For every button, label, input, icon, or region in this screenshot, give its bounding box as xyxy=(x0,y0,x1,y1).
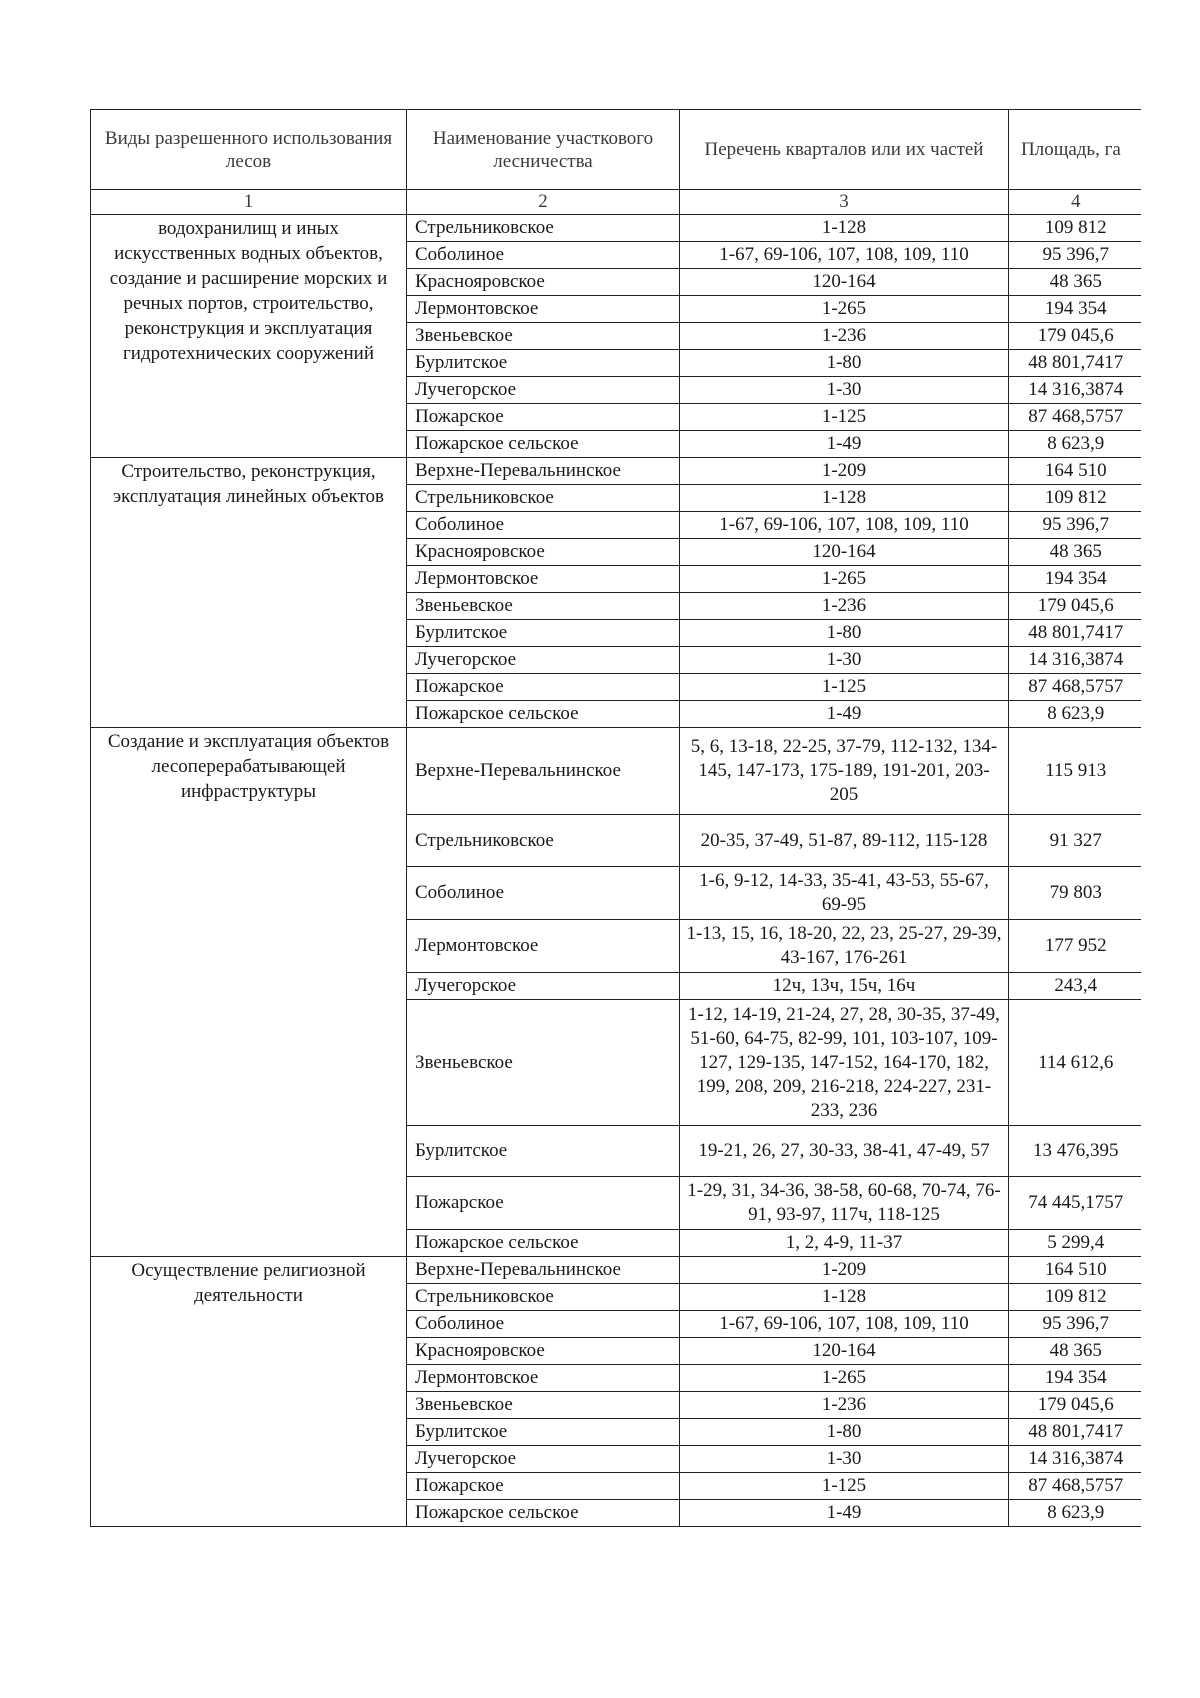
quarters-cell: 1-12, 14-19, 21-24, 27, 28, 30-35, 37-49, 51-60, 64-75, 82-99, 101, 103-107, 109-127, 129-135, 147-152, 164-170, 182, 199, 208, 209, 216-218, 224-227, 231-233, 236 xyxy=(680,1000,1009,1126)
area-cell: 164 510 xyxy=(1009,458,1141,485)
forestry-name-cell: Пожарское xyxy=(407,674,680,701)
area-cell: 194 354 xyxy=(1009,1365,1141,1392)
header-row xyxy=(91,110,1141,190)
area-cell: 48 801,7417 xyxy=(1009,620,1141,647)
quarters-cell: 1-80 xyxy=(680,1419,1009,1446)
area-cell: 179 045,6 xyxy=(1009,593,1141,620)
quarters-cell: 120-164 xyxy=(680,539,1009,566)
header-area: Площадь, га xyxy=(1009,110,1141,190)
quarters-cell: 1-49 xyxy=(680,701,1009,728)
area-cell: 95 396,7 xyxy=(1009,242,1141,269)
forestry-name-cell: Лучегорское xyxy=(407,377,680,404)
forestry-name-cell: Стрельниковское xyxy=(407,1284,680,1311)
quarters-cell: 1-80 xyxy=(680,350,1009,377)
forestry-name-cell: Верхне-Перевальнинское xyxy=(407,728,680,815)
area-cell: 91 327 xyxy=(1009,815,1141,867)
column-number-4: 4 xyxy=(1009,190,1141,215)
forestry-name-cell: Верхне-Перевальнинское xyxy=(407,1257,680,1284)
area-cell: 194 354 xyxy=(1009,296,1141,323)
area-cell: 179 045,6 xyxy=(1009,323,1141,350)
quarters-cell: 120-164 xyxy=(680,269,1009,296)
area-cell: 14 316,3874 xyxy=(1009,1446,1141,1473)
area-cell: 48 365 xyxy=(1009,269,1141,296)
quarters-cell: 1-209 xyxy=(680,1257,1009,1284)
forestry-name-cell: Пожарское xyxy=(407,1177,680,1230)
header-quarters-list: Перечень кварталов или их частей xyxy=(680,110,1009,190)
area-cell: 164 510 xyxy=(1009,1257,1141,1284)
area-cell: 179 045,6 xyxy=(1009,1392,1141,1419)
quarters-cell: 1, 2, 4-9, 11-37 xyxy=(680,1230,1009,1257)
table-row xyxy=(91,215,1141,242)
quarters-cell: 20-35, 37-49, 51-87, 89-112, 115-128 xyxy=(680,815,1009,867)
forestry-name-cell: Бурлитское xyxy=(407,1419,680,1446)
table-row xyxy=(91,458,1141,485)
quarters-cell: 1-6, 9-12, 14-33, 35-41, 43-53, 55-67, 69-95 xyxy=(680,867,1009,920)
forestry-name-cell: Лермонтовское xyxy=(407,920,680,973)
area-cell: 87 468,5757 xyxy=(1009,1473,1141,1500)
area-cell: 13 476,395 xyxy=(1009,1126,1141,1177)
quarters-cell: 1-236 xyxy=(680,593,1009,620)
quarters-cell: 5, 6, 13-18, 22-25, 37-79, 112-132, 134-145, 147-173, 175-189, 191-201, 203-205 xyxy=(680,728,1009,815)
area-cell: 95 396,7 xyxy=(1009,1311,1141,1338)
quarters-cell: 1-49 xyxy=(680,1500,1009,1527)
quarters-cell: 1-67, 69-106, 107, 108, 109, 110 xyxy=(680,242,1009,269)
forestry-name-cell: Краснояровское xyxy=(407,269,680,296)
forestry-name-cell: Звеньевское xyxy=(407,1000,680,1126)
table-body xyxy=(91,215,1141,1527)
table-row xyxy=(91,728,1141,815)
quarters-cell: 120-164 xyxy=(680,1338,1009,1365)
forestry-name-cell: Соболиное xyxy=(407,867,680,920)
forestry-name-cell: Лермонтовское xyxy=(407,296,680,323)
area-cell: 8 623,9 xyxy=(1009,1500,1141,1527)
quarters-cell: 1-265 xyxy=(680,566,1009,593)
area-cell: 109 812 xyxy=(1009,215,1141,242)
area-cell: 74 445,1757 xyxy=(1009,1177,1141,1230)
forestry-name-cell: Бурлитское xyxy=(407,620,680,647)
forestry-name-cell: Соболиное xyxy=(407,242,680,269)
area-cell: 48 801,7417 xyxy=(1009,350,1141,377)
table-header xyxy=(91,110,1141,215)
forestry-name-cell: Звеньевское xyxy=(407,323,680,350)
forestry-name-cell: Лермонтовское xyxy=(407,566,680,593)
quarters-cell: 1-128 xyxy=(680,1284,1009,1311)
area-cell: 8 623,9 xyxy=(1009,431,1141,458)
forestry-name-cell: Пожарское xyxy=(407,404,680,431)
quarters-cell: 19-21, 26, 27, 30-33, 38-41, 47-49, 57 xyxy=(680,1126,1009,1177)
forest-use-type-cell: Строительство, реконструкция, эксплуатация линейных объектов xyxy=(91,458,407,728)
forestry-name-cell: Стрельниковское xyxy=(407,215,680,242)
quarters-cell: 1-128 xyxy=(680,215,1009,242)
quarters-cell: 1-125 xyxy=(680,1473,1009,1500)
quarters-cell: 1-67, 69-106, 107, 108, 109, 110 xyxy=(680,512,1009,539)
area-cell: 14 316,3874 xyxy=(1009,647,1141,674)
forest-use-type-cell: Осуществление религиозной деятельности xyxy=(91,1257,407,1527)
quarters-cell: 1-29, 31, 34-36, 38-58, 60-68, 70-74, 76-91, 93-97, 117ч, 118-125 xyxy=(680,1177,1009,1230)
forest-use-type-cell: Создание и эксплуатация объектов лесоперерабатывающей инфраструктуры xyxy=(91,728,407,1257)
forestry-name-cell: Пожарское xyxy=(407,1473,680,1500)
column-number-1: 1 xyxy=(91,190,407,215)
quarters-cell: 1-13, 15, 16, 18-20, 22, 23, 25-27, 29-39, 43-167, 176-261 xyxy=(680,920,1009,973)
forestry-name-cell: Лучегорское xyxy=(407,973,680,1000)
forestry-name-cell: Лермонтовское xyxy=(407,1365,680,1392)
forest-use-type-cell: водохранилищ и иных искусственных водных объектов, создание и расширение морских и речных портов, строительство, реконструкция и эксплуатация гидротехнических сооружений xyxy=(91,215,407,458)
area-cell: 177 952 xyxy=(1009,920,1141,973)
forestry-name-cell: Пожарское сельское xyxy=(407,1500,680,1527)
quarters-cell: 1-265 xyxy=(680,296,1009,323)
area-cell: 48 365 xyxy=(1009,539,1141,566)
area-cell: 79 803 xyxy=(1009,867,1141,920)
area-cell: 5 299,4 xyxy=(1009,1230,1141,1257)
forestry-name-cell: Бурлитское xyxy=(407,350,680,377)
forestry-name-cell: Лучегорское xyxy=(407,647,680,674)
area-cell: 48 365 xyxy=(1009,1338,1141,1365)
quarters-cell: 1-125 xyxy=(680,404,1009,431)
quarters-cell: 1-128 xyxy=(680,485,1009,512)
area-cell: 109 812 xyxy=(1009,485,1141,512)
quarters-cell: 1-30 xyxy=(680,647,1009,674)
forest-use-table xyxy=(90,109,1141,1527)
area-cell: 114 612,6 xyxy=(1009,1000,1141,1126)
quarters-cell: 1-209 xyxy=(680,458,1009,485)
quarters-cell: 1-67, 69-106, 107, 108, 109, 110 xyxy=(680,1311,1009,1338)
area-cell: 48 801,7417 xyxy=(1009,1419,1141,1446)
quarters-cell: 1-30 xyxy=(680,1446,1009,1473)
area-cell: 8 623,9 xyxy=(1009,701,1141,728)
area-cell: 243,4 xyxy=(1009,973,1141,1000)
forestry-name-cell: Звеньевское xyxy=(407,593,680,620)
column-number-2: 2 xyxy=(407,190,680,215)
quarters-cell: 1-236 xyxy=(680,1392,1009,1419)
quarters-cell: 1-30 xyxy=(680,377,1009,404)
table-row xyxy=(91,1257,1141,1284)
quarters-cell: 1-49 xyxy=(680,431,1009,458)
forestry-name-cell: Пожарское сельское xyxy=(407,431,680,458)
forestry-name-cell: Пожарское сельское xyxy=(407,701,680,728)
area-cell: 14 316,3874 xyxy=(1009,377,1141,404)
header-forest-use-types: Виды разрешенного использования лесов xyxy=(91,110,407,190)
quarters-cell: 1-236 xyxy=(680,323,1009,350)
header-forestry-name: Наименование участкового лесничества xyxy=(407,110,680,190)
column-number-row xyxy=(91,190,1141,215)
forestry-name-cell: Бурлитское xyxy=(407,1126,680,1177)
forestry-name-cell: Лучегорское xyxy=(407,1446,680,1473)
quarters-cell: 12ч, 13ч, 15ч, 16ч xyxy=(680,973,1009,1000)
forestry-name-cell: Верхне-Перевальнинское xyxy=(407,458,680,485)
forestry-name-cell: Звеньевское xyxy=(407,1392,680,1419)
column-number-3: 3 xyxy=(680,190,1009,215)
area-cell: 95 396,7 xyxy=(1009,512,1141,539)
forestry-name-cell: Стрельниковское xyxy=(407,485,680,512)
forestry-name-cell: Пожарское сельское xyxy=(407,1230,680,1257)
forestry-name-cell: Краснояровское xyxy=(407,1338,680,1365)
forestry-name-cell: Соболиное xyxy=(407,1311,680,1338)
area-cell: 87 468,5757 xyxy=(1009,674,1141,701)
forestry-name-cell: Соболиное xyxy=(407,512,680,539)
quarters-cell: 1-80 xyxy=(680,620,1009,647)
quarters-cell: 1-265 xyxy=(680,1365,1009,1392)
forestry-name-cell: Стрельниковское xyxy=(407,815,680,867)
area-cell: 115 913 xyxy=(1009,728,1141,815)
area-cell: 109 812 xyxy=(1009,1284,1141,1311)
area-cell: 194 354 xyxy=(1009,566,1141,593)
forestry-name-cell: Краснояровское xyxy=(407,539,680,566)
area-cell: 87 468,5757 xyxy=(1009,404,1141,431)
quarters-cell: 1-125 xyxy=(680,674,1009,701)
